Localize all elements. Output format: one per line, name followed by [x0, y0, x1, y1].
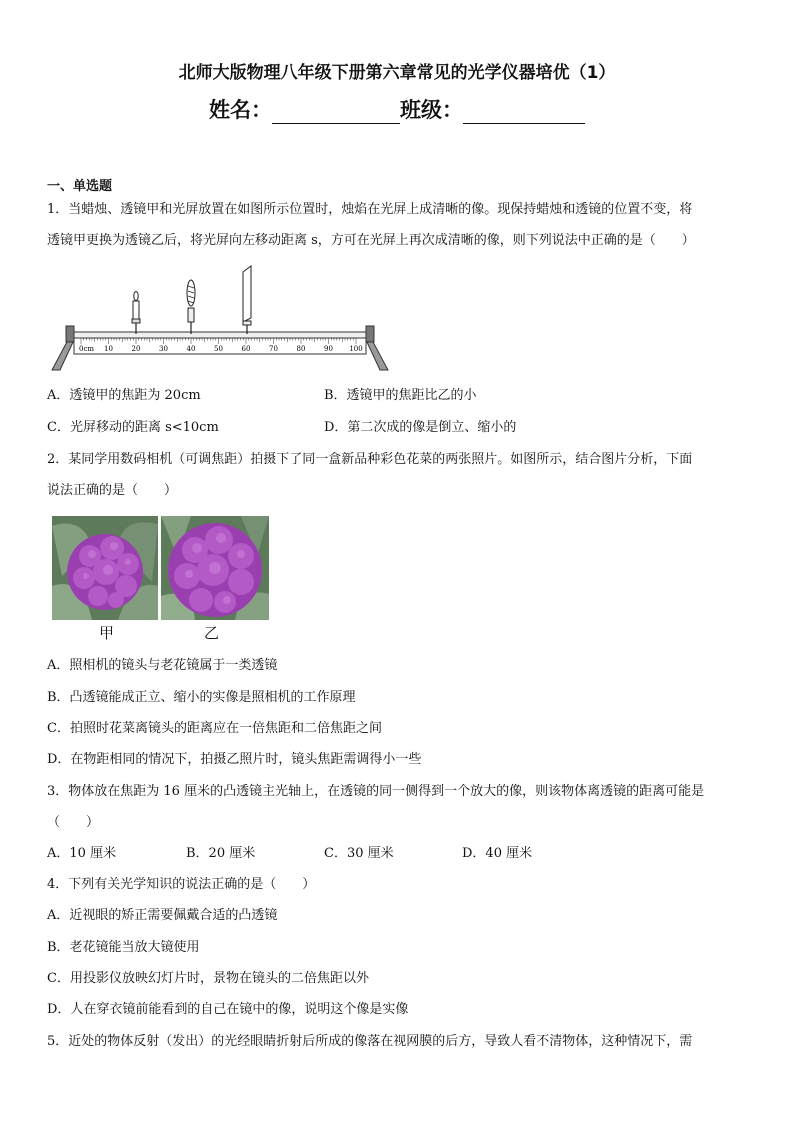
ruler-label-100: 100 — [349, 345, 363, 353]
q2-option-d[interactable]: D．在物距相同的情况下，拍摄乙照片时，镜头焦距需调得小一些 — [47, 752, 422, 767]
worksheet-title: 北师大版物理八年级下册第六章常见的光学仪器培优（1） — [178, 63, 616, 83]
candle — [132, 292, 140, 335]
left-post — [66, 326, 74, 342]
left-leg — [52, 340, 74, 370]
cauliflower-photo-right — [161, 516, 269, 620]
q1-stem-line2: 透镜甲更换为透镜乙后，将光屏向左移动距离 s，方可在光屏上再次成清晰的像，则下列说法中正确的是（ ） — [47, 233, 695, 248]
ruler-label-80: 80 — [296, 345, 306, 353]
photo-caption-right: 乙 — [204, 624, 220, 642]
bench-rail — [74, 332, 366, 338]
section-title: 一、单选题 — [47, 179, 113, 194]
right-leg — [366, 340, 388, 370]
q2-option-b[interactable]: B．凸透镜能成正立、缩小的实像是照相机的工作原理 — [47, 690, 356, 705]
class-blank[interactable] — [463, 101, 585, 124]
q2-stem-line1: 2．某同学用数码相机（可调焦距）拍摄下了同一盒新品种彩色花菜的两张照片。如图所示，结合图片分析，下面 — [47, 452, 693, 467]
ruler-label-30: 30 — [159, 345, 168, 353]
q3-stem-line1: 3．物体放在焦距为 16 厘米的凸透镜主光轴上，在透镜的同一侧得到一个放大的像，则该物体离透镜的距离可能是 — [47, 784, 705, 799]
q1-option-a[interactable]: A．透镜甲的焦距为 20cm — [47, 388, 201, 403]
ruler-label-20: 20 — [131, 345, 141, 353]
candle-flame — [134, 292, 138, 301]
name-label: 姓名： — [209, 98, 272, 122]
q1-option-b[interactable]: B．透镜甲的焦距比乙的小 — [324, 388, 477, 403]
q4-option-a[interactable]: A．近视眼的矫正需要佩戴合适的凸透镜 — [47, 908, 278, 923]
q3-option-c[interactable]: C．30 厘米 — [324, 846, 394, 861]
q3-stem-line2: （ ） — [47, 815, 100, 830]
candle-body — [133, 301, 139, 319]
q3-option-b[interactable]: B．20 厘米 — [186, 846, 256, 861]
q4-option-c[interactable]: C．用投影仪放映幻灯片时，景物在镜头的二倍焦距以外 — [47, 971, 369, 986]
convex-lens — [187, 280, 195, 334]
name-blank[interactable] — [272, 101, 400, 124]
ruler-label-70: 70 — [269, 345, 278, 353]
right-post — [366, 326, 374, 342]
ruler-label-40: 40 — [186, 345, 196, 353]
q3-option-a[interactable]: A．10 厘米 — [47, 846, 117, 861]
q5-stem-line1: 5．近处的物体反射（发出）的光经眼睛折射后所成的像落在视网膜的后方，导致人看不清物体，这种情况下，需 — [47, 1034, 693, 1049]
ruler-label-10: 10 — [104, 345, 113, 353]
q2-option-a[interactable]: A．照相机的镜头与老花镜属于一类透镜 — [47, 658, 278, 673]
q1-option-c[interactable]: C．光屏移动的距离 s<10cm — [47, 420, 219, 435]
ruler-unit-label: 0cm — [79, 345, 95, 353]
q4-option-b[interactable]: B．老花镜能当放大镜使用 — [47, 940, 200, 955]
ruler-label-60: 60 — [241, 345, 251, 353]
q2-stem-line2: 说法正确的是（ ） — [47, 483, 178, 498]
photo-caption-left: 甲 — [99, 624, 115, 642]
class-label: 班级： — [400, 98, 463, 122]
cauliflower-photo-left — [52, 516, 158, 620]
optical-bench-figure — [50, 262, 390, 374]
q1-option-d[interactable]: D．第二次成的像是倒立、缩小的 — [324, 420, 517, 435]
q4-stem: 4．下列有关光学知识的说法正确的是（ ） — [47, 877, 316, 892]
q1-stem-line1: 1．当蜡烛、透镜甲和光屏放置在如图所示位置时，烛焰在光屏上成清晰的像。现保持蜡烛和透镜的位置不变，将 — [47, 202, 693, 217]
ruler-label-90: 90 — [324, 345, 333, 353]
light-screen — [243, 266, 251, 334]
q2-option-c[interactable]: C．拍照时花菜离镜头的距离应在一倍焦距和二倍焦距之间 — [47, 721, 382, 736]
screen-board — [243, 266, 251, 322]
q4-option-d[interactable]: D．人在穿衣镜前能看到的自己在镜中的像，说明这个像是实像 — [47, 1002, 409, 1017]
ruler-label-50: 50 — [214, 345, 223, 353]
name-class-line — [0, 94, 794, 124]
q3-option-d[interactable]: D．40 厘米 — [462, 846, 533, 861]
